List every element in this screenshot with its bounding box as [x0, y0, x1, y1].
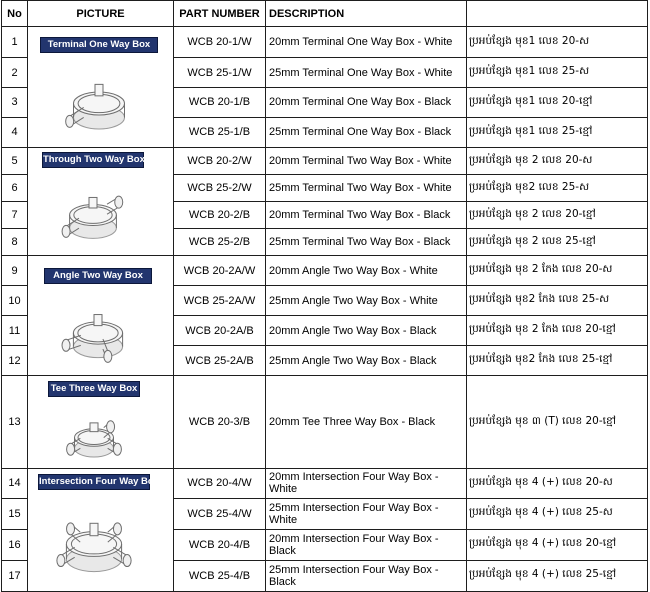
through-two-way-box-icon — [42, 170, 144, 251]
part-number: WCB 20-2A/B — [174, 316, 266, 346]
local-description: ប្រអប់ខ្សែង មុខ 4 (+) លេខ 25-ខ្មៅ — [467, 560, 648, 591]
local-description: ប្រអប់ខ្សែង មុខ 4 (+) លេខ 25-ស — [467, 498, 648, 529]
description: 25mm Intersection Four Way Box - Black — [266, 560, 467, 591]
table-row — [2, 256, 648, 286]
part-number: WCB 25-4/B — [174, 560, 266, 591]
header-no: No — [2, 1, 28, 27]
part-number: WCB 25-2/B — [174, 229, 266, 256]
product-picture-cell — [28, 376, 174, 469]
product-picture-cell — [28, 27, 174, 148]
row-number: 12 — [2, 346, 28, 376]
row-number: 6 — [2, 175, 28, 202]
row-number: 4 — [2, 117, 28, 147]
part-number: WCB 25-2A/B — [174, 346, 266, 376]
row-number: 8 — [2, 229, 28, 256]
part-number: WCB 20-4/W — [174, 469, 266, 499]
product-picture-cell — [28, 256, 174, 376]
part-number: WCB 25-1/B — [174, 117, 266, 147]
row-number: 9 — [2, 256, 28, 286]
description: 20mm Intersection Four Way Box - White — [266, 469, 467, 499]
row-number: 3 — [2, 88, 28, 118]
description: 25mm Intersection Four Way Box - White — [266, 498, 467, 529]
row-number: 15 — [2, 498, 28, 529]
description: 25mm Terminal Two Way Box - White — [266, 175, 467, 202]
picture-label: Intersection Four Way Box — [38, 474, 150, 490]
part-number: WCB 25-2A/W — [174, 286, 266, 316]
local-description: ប្រអប់ខ្សែង មុខ1 លេខ 20-ស — [467, 27, 648, 58]
row-number: 17 — [2, 560, 28, 591]
local-description: ប្រអប់ខ្សែង មុខ 4 (+) លេខ 20-ខ្មៅ — [467, 529, 648, 560]
row-number: 10 — [2, 286, 28, 316]
local-description: ប្រអប់ខ្សែង មុខ1 លេខ 25-ខ្មៅ — [467, 117, 648, 147]
part-number: WCB 20-2/W — [174, 148, 266, 175]
description: 25mm Angle Two Way Box - White — [266, 286, 467, 316]
table-row — [2, 148, 648, 175]
description: 20mm Tee Three Way Box - Black — [266, 376, 467, 469]
picture-label: Terminal One Way Box — [40, 37, 158, 53]
description: 20mm Angle Two Way Box - Black — [266, 316, 467, 346]
terminal-one-way-box-icon — [40, 55, 158, 143]
row-number: 13 — [2, 376, 28, 469]
local-description: ប្រអប់ខ្សែង មុខ1 លេខ 25-ស — [467, 58, 648, 88]
local-description: ប្រអប់ខ្សែង មុខ 4 (+) លេខ 20-ស — [467, 469, 648, 499]
picture-label: Tee Three Way Box — [48, 381, 140, 397]
row-number: 5 — [2, 148, 28, 175]
local-description: ប្រអប់ខ្សែង មុខ 2 លេខ 20-ខ្មៅ — [467, 202, 648, 229]
part-number: WCB 20-4/B — [174, 529, 266, 560]
header-picture: PICTURE — [28, 1, 174, 27]
description: 20mm Angle Two Way Box - White — [266, 256, 467, 286]
tee-three-way-box-icon — [48, 399, 140, 467]
row-number: 16 — [2, 529, 28, 560]
header-description: DESCRIPTION — [266, 1, 467, 27]
local-description: ប្រអប់ខ្សែង មុខ 2 លេខ 25-ខ្មៅ — [467, 229, 648, 256]
product-picture-cell — [28, 148, 174, 256]
description: 20mm Terminal One Way Box - White — [266, 27, 467, 58]
part-number: WCB 20-1/W — [174, 27, 266, 58]
local-description: ប្រអប់ខ្សែង មុខ 2 លេខ 20-ស — [467, 148, 648, 175]
row-number: 1 — [2, 27, 28, 58]
part-number: WCB 25-1/W — [174, 58, 266, 88]
description: 20mm Terminal Two Way Box - Black — [266, 202, 467, 229]
header-part-number: PART NUMBER — [174, 1, 266, 27]
local-description: ប្រអប់ខ្សែង មុខ2 លេខ 25-ស — [467, 175, 648, 202]
local-description: ប្រអប់ខ្សែង មុខ2 កែង លេខ 25-ស — [467, 286, 648, 316]
part-number: WCB 20-2A/W — [174, 256, 266, 286]
product-picture-cell — [28, 469, 174, 592]
description: 25mm Terminal Two Way Box - Black — [266, 229, 467, 256]
table-row — [2, 376, 648, 469]
picture-label: Through Two Way Box — [42, 152, 144, 168]
local-description: ប្រអប់ខ្សែង មុខ 2 កែង លេខ 20-ស — [467, 256, 648, 286]
angle-two-way-box-icon — [44, 286, 152, 371]
local-description: ប្រអប់ខ្សែង មុខ1 លេខ 20-ខ្មៅ — [467, 88, 648, 118]
table-row — [2, 27, 648, 58]
description: 25mm Terminal One Way Box - White — [266, 58, 467, 88]
product-table — [1, 0, 648, 592]
header-local — [467, 1, 648, 27]
header-row — [2, 1, 648, 27]
description: 20mm Terminal One Way Box - Black — [266, 88, 467, 118]
part-number: WCB 20-3/B — [174, 376, 266, 469]
description: 25mm Angle Two Way Box - Black — [266, 346, 467, 376]
part-number: WCB 25-4/W — [174, 498, 266, 529]
row-number: 2 — [2, 58, 28, 88]
row-number: 7 — [2, 202, 28, 229]
row-number: 14 — [2, 469, 28, 499]
description: 20mm Intersection Four Way Box - Black — [266, 529, 467, 560]
local-description: ប្រអប់ខ្សែង មុខ ៣ (T) លេខ 20-ខ្មៅ — [467, 376, 648, 469]
table-row — [2, 469, 648, 499]
part-number: WCB 20-1/B — [174, 88, 266, 118]
description: 20mm Terminal Two Way Box - White — [266, 148, 467, 175]
local-description: ប្រអប់ខ្សែង មុខ 2 កែង លេខ 20-ខ្មៅ — [467, 316, 648, 346]
part-number: WCB 20-2/B — [174, 202, 266, 229]
local-description: ប្រអប់ខ្សែង មុខ2 កែង លេខ 25-ខ្មៅ — [467, 346, 648, 376]
picture-label: Angle Two Way Box — [44, 268, 152, 284]
row-number: 11 — [2, 316, 28, 346]
intersection-four-way-box-icon — [38, 492, 150, 587]
part-number: WCB 25-2/W — [174, 175, 266, 202]
description: 25mm Terminal One Way Box - Black — [266, 117, 467, 147]
